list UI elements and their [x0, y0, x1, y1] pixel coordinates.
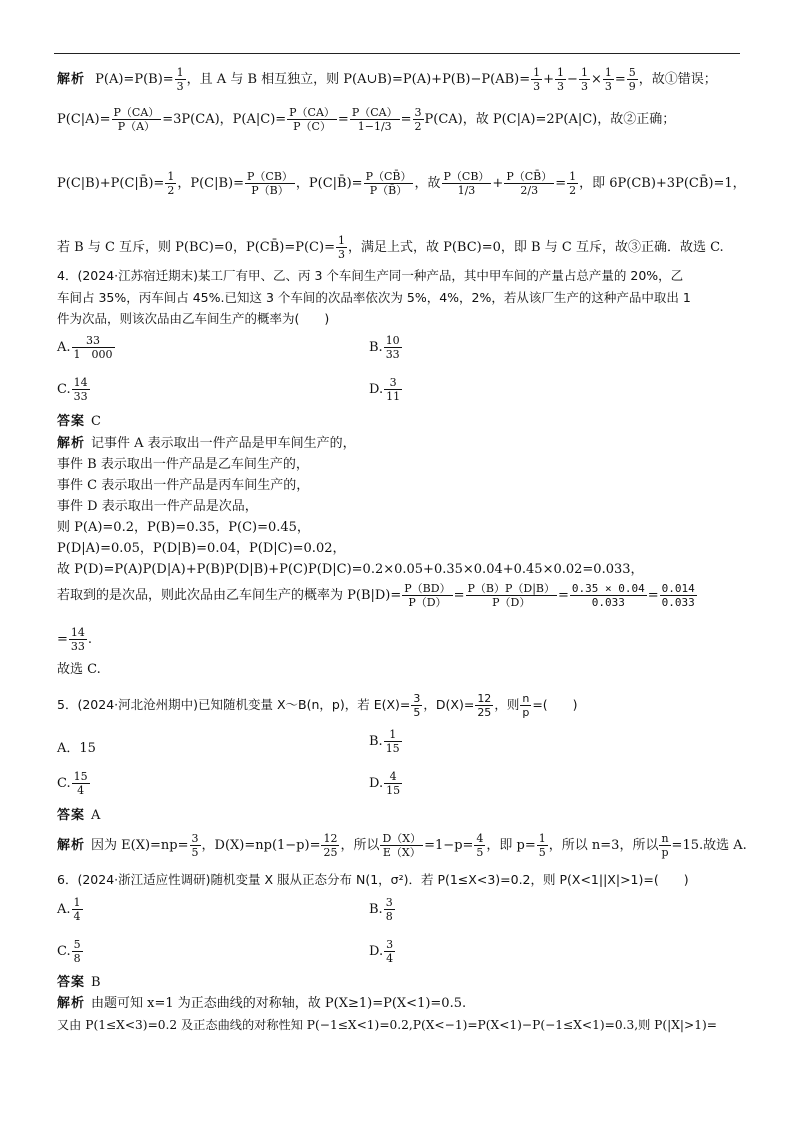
fraction: $\frac{3}{5}$ [413, 692, 421, 719]
fraction: $\frac{33}{1 000}$ [73, 334, 113, 361]
fraction: $\frac{n}{p}$ [522, 692, 530, 719]
fraction: $\frac{5}{8}$ [73, 938, 81, 965]
q4-stem-line-1: 4．(2024·江苏宿迁期末)某工厂有甲、乙、丙 3 个车间生产同一种产品，其中甲车间的产量占总产量的 20%，乙 [57, 268, 684, 283]
q4-answer: 答案 C [57, 414, 101, 429]
q4-analysis-line-6: P(D|A)=0.05，P(D|B)=0.04，P(D|C)=0.02， [57, 541, 346, 556]
fraction: $\frac{4}{15}$ [386, 770, 401, 797]
q4-option-b[interactable]: B. $\frac{10}{33}$ [369, 334, 400, 361]
fraction: $\frac{12}{25}$ [477, 692, 492, 719]
q3-analysis-line-3: P(C|B)+P(C|B̄)= $\frac{1}{2}$ ，P(C|B)= $\frac{P(CB)}{P(B)}$ ，P(C|B̄)= $\frac{P(CB̄)}{P(B̄)}$ ，故 $\frac{P(CB)}{1/3}$ + $\frac{P(CB̄)}{2/3}$ = $\frac{1}{2}$ ，即 6P(CB)+3P(CB̄)=1， [57, 170, 746, 197]
fraction: $\frac{1}{3}$ [176, 66, 184, 93]
fraction: $\frac{1}{2}$ [569, 170, 577, 197]
q4-analysis-line-2: 事件 B 表示取出一件产品是乙车间生产的， [57, 457, 309, 472]
q3-analysis-line-1: 解析 P(A)=P(B)= $\frac{1}{3}$ ，且 A 与 B 相互独立，则 P(A∪B)=P(A)+P(B)−P(AB)= $\frac{1}{3}$ + $\frac{1}{3}$ − $\frac{1}{3}$ × $\frac{1}{3}$ = $\frac{5}{9}$ ，故①错误； [57, 66, 717, 93]
fraction: $\frac{P(B)P(D|B)}{P(D)}$ [467, 582, 555, 609]
fraction: $\frac{P(CA)}{1-1/3}$ [351, 106, 398, 133]
q5-option-b[interactable]: B. $\frac{1}{15}$ [369, 728, 400, 755]
fraction: $\frac{1}{3}$ [604, 66, 612, 93]
q6-option-d[interactable]: D. $\frac{3}{4}$ [369, 938, 394, 965]
fraction: $\frac{1}{3}$ [337, 234, 345, 261]
q5-answer: 答案 A [57, 808, 101, 823]
q4-analysis-line-5: 则 P(A)=0.2，P(B)=0.35，P(C)=0.45， [57, 520, 310, 535]
q6-analysis-line-2: 又由 P(1≤X<3)=0.2 及正态曲线的对称性知 P(−1≤X<1)=0.2,P(X<−1)=P(X<1)−P(−1≤X<1)=0.3,则 P(|X|>1)= [57, 1018, 717, 1032]
q4-option-a[interactable]: A. $\frac{33}{1 000}$ [57, 334, 113, 361]
fraction: $\frac{P(CB̄)}{2/3}$ [506, 170, 553, 197]
fraction: $\frac{4}{5}$ [476, 832, 484, 859]
fraction: $\frac{n}{p}$ [661, 832, 669, 859]
fraction: $\frac{14}{33}$ [70, 626, 85, 653]
fraction: $\frac{1}{3}$ [580, 66, 588, 93]
q4-option-c[interactable]: C. $\frac{14}{33}$ [57, 376, 88, 403]
q6-option-c[interactable]: C. $\frac{5}{8}$ [57, 938, 81, 965]
q4-analysis-line-3: 事件 C 表示取出一件产品是丙车间生产的， [57, 478, 310, 493]
fraction: $\frac{3}{8}$ [385, 896, 393, 923]
fraction: $\frac{1}{15}$ [385, 728, 400, 755]
q6-answer: 答案 B [57, 975, 101, 990]
q3-analysis-line-2: P(C|A)= $\frac{P(CA)}{P(A)}$ =3P(CA)，P(A|C)= $\frac{P(CA)}{P(C)}$ = $\frac{P(CA)}{1-1/3}$ = $\frac{3}{2}$ P(CA)，故 P(C|A)=2P(A|C)，故②正确； [57, 106, 676, 133]
q6-option-b[interactable]: B. $\frac{3}{8}$ [369, 896, 393, 923]
fraction: $\frac{10}{33}$ [385, 334, 400, 361]
fraction: $\frac{3}{4}$ [386, 938, 394, 965]
fraction: $\frac{P(CA)}{P(C)}$ [289, 106, 335, 133]
fraction: $\frac{14}{33}$ [73, 376, 88, 403]
q5-option-d[interactable]: D. $\frac{4}{15}$ [369, 770, 401, 797]
fraction: $\frac{P(CB̄)}{P(B̄)}$ [365, 170, 412, 197]
fraction: $\frac{3}{2}$ [414, 106, 422, 133]
fraction: $\frac{1}{3}$ [533, 66, 541, 93]
q5-option-a[interactable]: A．15 [57, 741, 96, 756]
fraction: $\frac{1}{2}$ [167, 170, 175, 197]
fraction: $\frac{P(BD)}{P(D)}$ [404, 582, 451, 609]
fraction: $\frac{5}{9}$ [628, 66, 636, 93]
q5-analysis: 解析 因为 E(X)=np= $\frac{3}{5}$ ，D(X)=np(1−p)= $\frac{12}{25}$ ，所以 $\frac{D(X)}{E(X)}$ =1−p= $\frac{4}{5}$ ，即 p= $\frac{1}{5}$ ，所以 n=3，所以 $\frac{n}{p}$ =15.故选 A. [57, 832, 747, 859]
q3-analysis-line-4: 若 B 与 C 互斥，则 P(BC)=0，P(CB̄)=P(C)= $\frac{1}{3}$ ，满足上式，故 P(BC)=0，即 B 与 C 互斥，故③正确．故选 C. [57, 234, 724, 261]
q4-analysis-line-9: = $\frac{14}{33}$ . [57, 626, 93, 653]
header-rule [54, 53, 740, 54]
fraction: $\frac{0.014}{0.033}$ [661, 582, 695, 609]
q5-option-c[interactable]: C. $\frac{15}{4}$ [57, 770, 88, 797]
q4-analysis-line-10: 故选 C. [57, 662, 101, 677]
q4-analysis-line-7: 故 P(D)=P(A)P(D|A)+P(B)P(D|B)+P(C)P(D|C)=0.2×0.05+0.35×0.04+0.45×0.02=0.033， [57, 562, 644, 577]
analysis-label: 解析 [57, 72, 86, 87]
q6-analysis-line-1: 解析 由题可知 x=1 为正态曲线的对称轴，故 P(X≥1)=P(X<1)=0.5. [57, 996, 467, 1011]
fraction: $\frac{15}{4}$ [73, 770, 88, 797]
fraction: $\frac{D(X)}{E(X)}$ [382, 832, 422, 859]
q4-analysis-line-1: 解析 记事件 A 表示取出一件产品是甲车间生产的， [57, 436, 356, 451]
q5-stem: 5．(2024·河北沧州期中)已知随机变量 X～B(n，p)，若 E(X)= $\frac{3}{5}$ ，D(X)= $\frac{12}{25}$ ，则 $\frac{n}{p}$ =( ) [57, 692, 578, 719]
q4-option-d[interactable]: D. $\frac{3}{11}$ [369, 376, 401, 403]
fraction: $\frac{P(CB)}{P(B)}$ [247, 170, 293, 197]
fraction: $\frac{1}{5}$ [538, 832, 546, 859]
q6-stem: 6．(2024·浙江适应性调研)随机变量 X 服从正态分布 N(1，σ²)．若 P(1≤X<3)=0.2，则 P(X<1||X|>1)=( ) [57, 872, 689, 887]
fraction: $\frac{0.35 \times 0.04}{0.033}$ [571, 582, 645, 609]
q4-stem-line-3: 件为次品，则该次品由乙车间生产的概率为( ) [57, 311, 330, 326]
fraction: $\frac{1}{4}$ [73, 896, 81, 923]
q4-stem-line-2: 车间占 35%，丙车间占 45%.已知这 3 个车间的次品率依次为 5%，4%，2%，若从该厂生产的这种产品中取出 1 [57, 290, 691, 305]
fraction: $\frac{3}{11}$ [386, 376, 401, 403]
fraction: $\frac{12}{25}$ [323, 832, 338, 859]
fraction: $\frac{P(CA)}{P(A)}$ [113, 106, 160, 133]
q6-option-a[interactable]: A. $\frac{1}{4}$ [57, 896, 81, 923]
q4-analysis-line-4: 事件 D 表示取出一件产品是次品， [57, 499, 258, 514]
fraction: $\frac{1}{3}$ [557, 66, 565, 93]
q4-analysis-line-8: 若取到的是次品，则此次品由乙车间生产的概率为 P(B|D)= $\frac{P(BD)}{P(D)}$ = $\frac{P(B)P(D|B)}{P(D)}$ = $\frac{0.35 \times 0.04}{0.033}$ = $\frac{0.014}{0.033}$ [57, 582, 695, 609]
fraction: $\frac{3}{5}$ [191, 832, 199, 859]
fraction: $\frac{P(CB)}{1/3}$ [443, 170, 490, 197]
